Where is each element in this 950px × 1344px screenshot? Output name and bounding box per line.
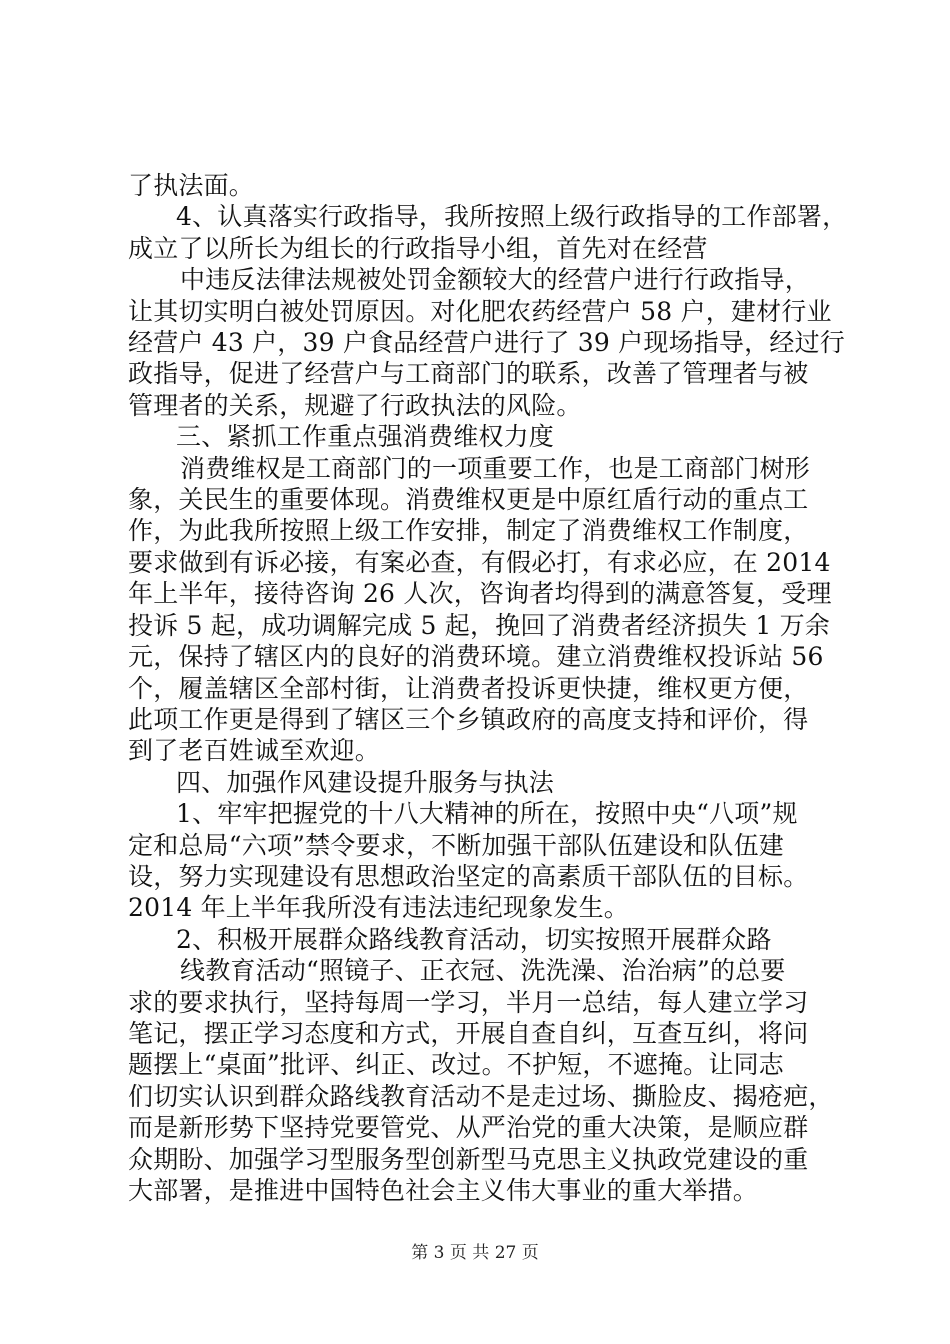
text-line: 定和总局“六项”禁令要求，不断加强干部队伍建设和队伍建: [128, 831, 784, 860]
text-line: 经营户 43 户，39 户食品经营户进行了 39 户现场指导，经过行: [128, 328, 845, 357]
text-line: 投诉 5 起，成功调解完成 5 起，挽回了消费者经济损失 1 万余: [128, 611, 830, 640]
text-line: 中违反法律法规被处罚金额较大的经营户进行行政指导，: [180, 265, 811, 294]
text-line: 们切实认识到群众路线教育活动不是走过场、撕脸皮、揭疮疤，: [128, 1082, 834, 1111]
text-line: 让其切实明白被处罚原因。对化肥农药经营户 58 户，建材行业: [128, 297, 832, 326]
text-line: 4、认真落实行政指导，我所按照上级行政指导的工作部署，: [176, 202, 848, 231]
text-line: 成立了以所长为组长的行政指导小组，首先对在经营: [128, 234, 708, 263]
text-line: 年上半年，接待咨询 26 人次，咨询者均得到的满意答复，受理: [128, 579, 832, 608]
text-line: 要求做到有诉必接，有案必查，有假必打，有求必应，在 2014: [128, 548, 831, 577]
page-footer: 第 3 页 共 27 页: [411, 1243, 539, 1263]
text-line: 到了老百姓诚至欢迎。: [128, 736, 381, 765]
text-line: 政指导，促进了经营户与工商部门的联系，改善了管理者与被: [128, 359, 809, 388]
text-line: 笔记，摆正学习态度和方式，开展自查自纠，互查互纠，将问: [128, 1019, 809, 1048]
text-line: 作，为此我所按照上级工作安排，制定了消费维权工作制度，: [128, 516, 809, 545]
section-heading: 三、紧抓工作重点强消费维权力度: [176, 422, 555, 451]
text-line: 管理者的关系，规避了行政执法的风险。: [128, 391, 582, 420]
text-line: 消费维权是工商部门的一项重要工作，也是工商部门树形: [180, 454, 811, 483]
text-line: 2、积极开展群众路线教育活动，切实按照开展群众路: [176, 925, 772, 954]
text-line: 了执法面。: [128, 171, 255, 200]
text-line: 个，履盖辖区全部村街，让消费者投诉更快捷，维权更方便，: [128, 674, 809, 703]
text-line: 象，关民生的重要体现。消费维权更是中原红盾行动的重点工: [128, 485, 809, 514]
section-heading: 四、加强作风建设提升服务与执法: [176, 768, 555, 797]
text-line: 而是新形势下坚持党要管党、从严治党的重大决策，是顺应群: [128, 1113, 809, 1142]
text-line: 1、牢牢把握党的十八大精神的所在，按照中央“八项”规: [176, 799, 798, 828]
text-line: 众期盼、加强学习型服务型创新型马克思主义执政党建设的重: [128, 1145, 809, 1174]
text-line: 2014 年上半年我所没有违法违纪现象发生。: [128, 893, 629, 922]
text-line: 求的要求执行，坚持每周一学习，半月一总结，每人建立学习: [128, 988, 809, 1017]
text-line: 大部署，是推进中国特色社会主义伟大事业的重大举措。: [128, 1176, 759, 1205]
text-line: 线教育活动“照镜子、正衣冠、洗洗澡、治治病”的总要: [180, 956, 786, 985]
text-line: 题摆上“桌面”批评、纠正、改过。不护短，不遮掩。让同志: [128, 1050, 784, 1079]
text-line: 此项工作更是得到了辖区三个乡镇政府的高度支持和评价，得: [128, 705, 809, 734]
text-line: 元，保持了辖区内的良好的消费环境。建立消费维权投诉站 56: [128, 642, 824, 671]
text-line: 设，努力实现建设有思想政治坚定的高素质干部队伍的目标。: [128, 862, 809, 891]
